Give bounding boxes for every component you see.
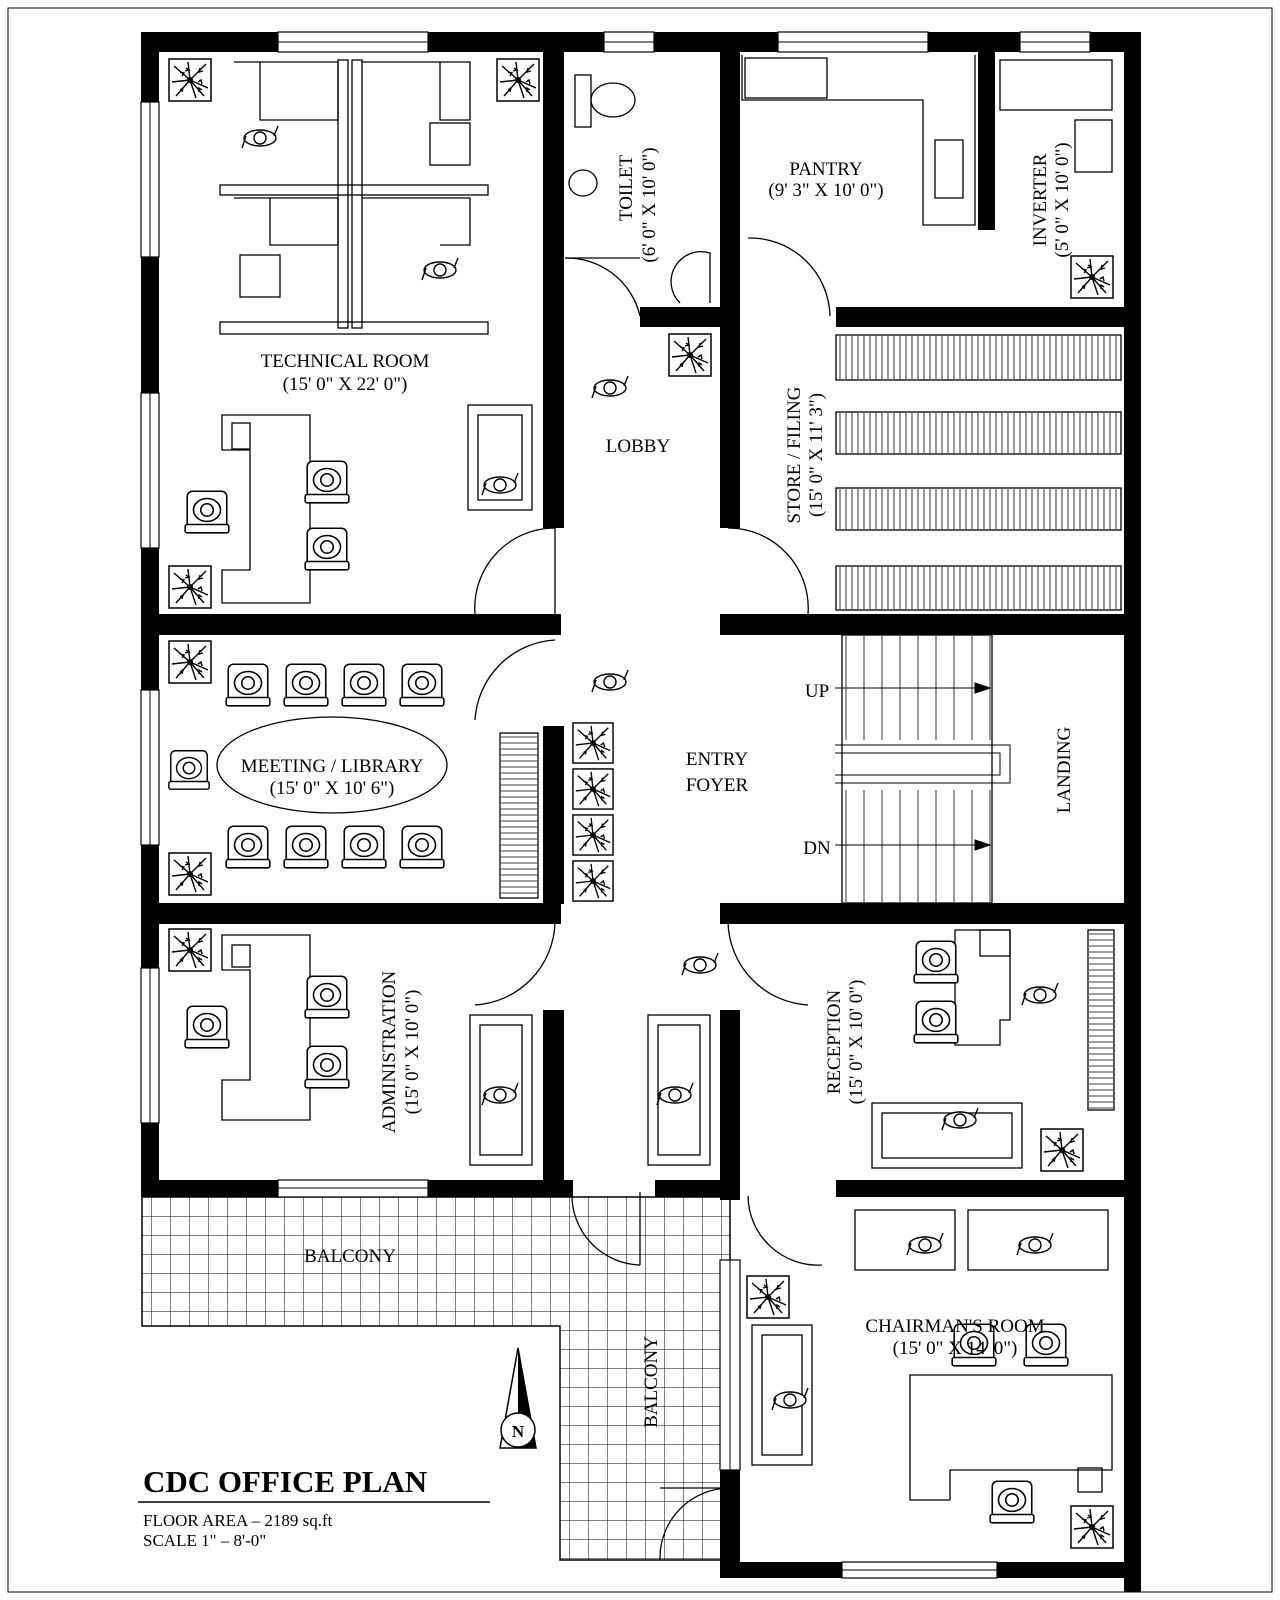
entry-foyer-line2: FOYER [685, 775, 749, 796]
pantry-dimensions: (9' 3" X 10' 0") [768, 180, 884, 201]
store-filing-dimensions: (15' 0" X 11' 3") [806, 392, 827, 518]
administration-dimensions: (15' 0" X 10' 0") [402, 989, 423, 1115]
chairmans-room-name: CHAIRMAN'S ROOM [865, 1316, 1045, 1337]
stair-up-label: UP [804, 681, 830, 702]
entry-foyer-line1: ENTRY [685, 749, 749, 770]
floor-area: FLOOR AREA – 2189 sq.ft [143, 1511, 333, 1530]
meeting-library-dimensions: (15' 0" X 10' 6") [269, 778, 395, 799]
north-label: N [511, 1422, 525, 1441]
scale-note: SCALE 1" – 8'-0" [143, 1531, 267, 1550]
technical-room-name: TECHNICAL ROOM [260, 351, 430, 372]
store-filing-name: STORE / FILING [784, 386, 805, 524]
landing-name: LANDING [1054, 726, 1075, 814]
administration-name: ADMINISTRATION [379, 970, 400, 1134]
balcony-name: BALCONY [304, 1246, 396, 1267]
lobby-name: LOBBY [605, 436, 671, 457]
balcony-side-name: BALCONY [641, 1336, 662, 1428]
plan-title: CDC OFFICE PLAN [143, 1464, 428, 1499]
reception-name: RECEPTION [824, 989, 845, 1095]
toilet-dimensions: (6' 0" X 10' 0") [639, 147, 660, 263]
inverter-dimensions: (5' 0" X 10' 0") [1052, 142, 1073, 258]
toilet-name: TOILET [616, 154, 637, 222]
pantry-name: PANTRY [789, 159, 863, 180]
technical-room-dimensions: (15' 0" X 22' 0") [282, 374, 408, 395]
meeting-library-name: MEETING / LIBRARY [240, 756, 424, 777]
inverter-name: INVERTER [1030, 153, 1051, 247]
chairmans-room-dimensions: (15' 0" X 14' 0") [892, 1338, 1018, 1359]
stair-down-label: DN [803, 838, 831, 859]
reception-dimensions: (15' 0" X 10' 0") [846, 979, 867, 1105]
